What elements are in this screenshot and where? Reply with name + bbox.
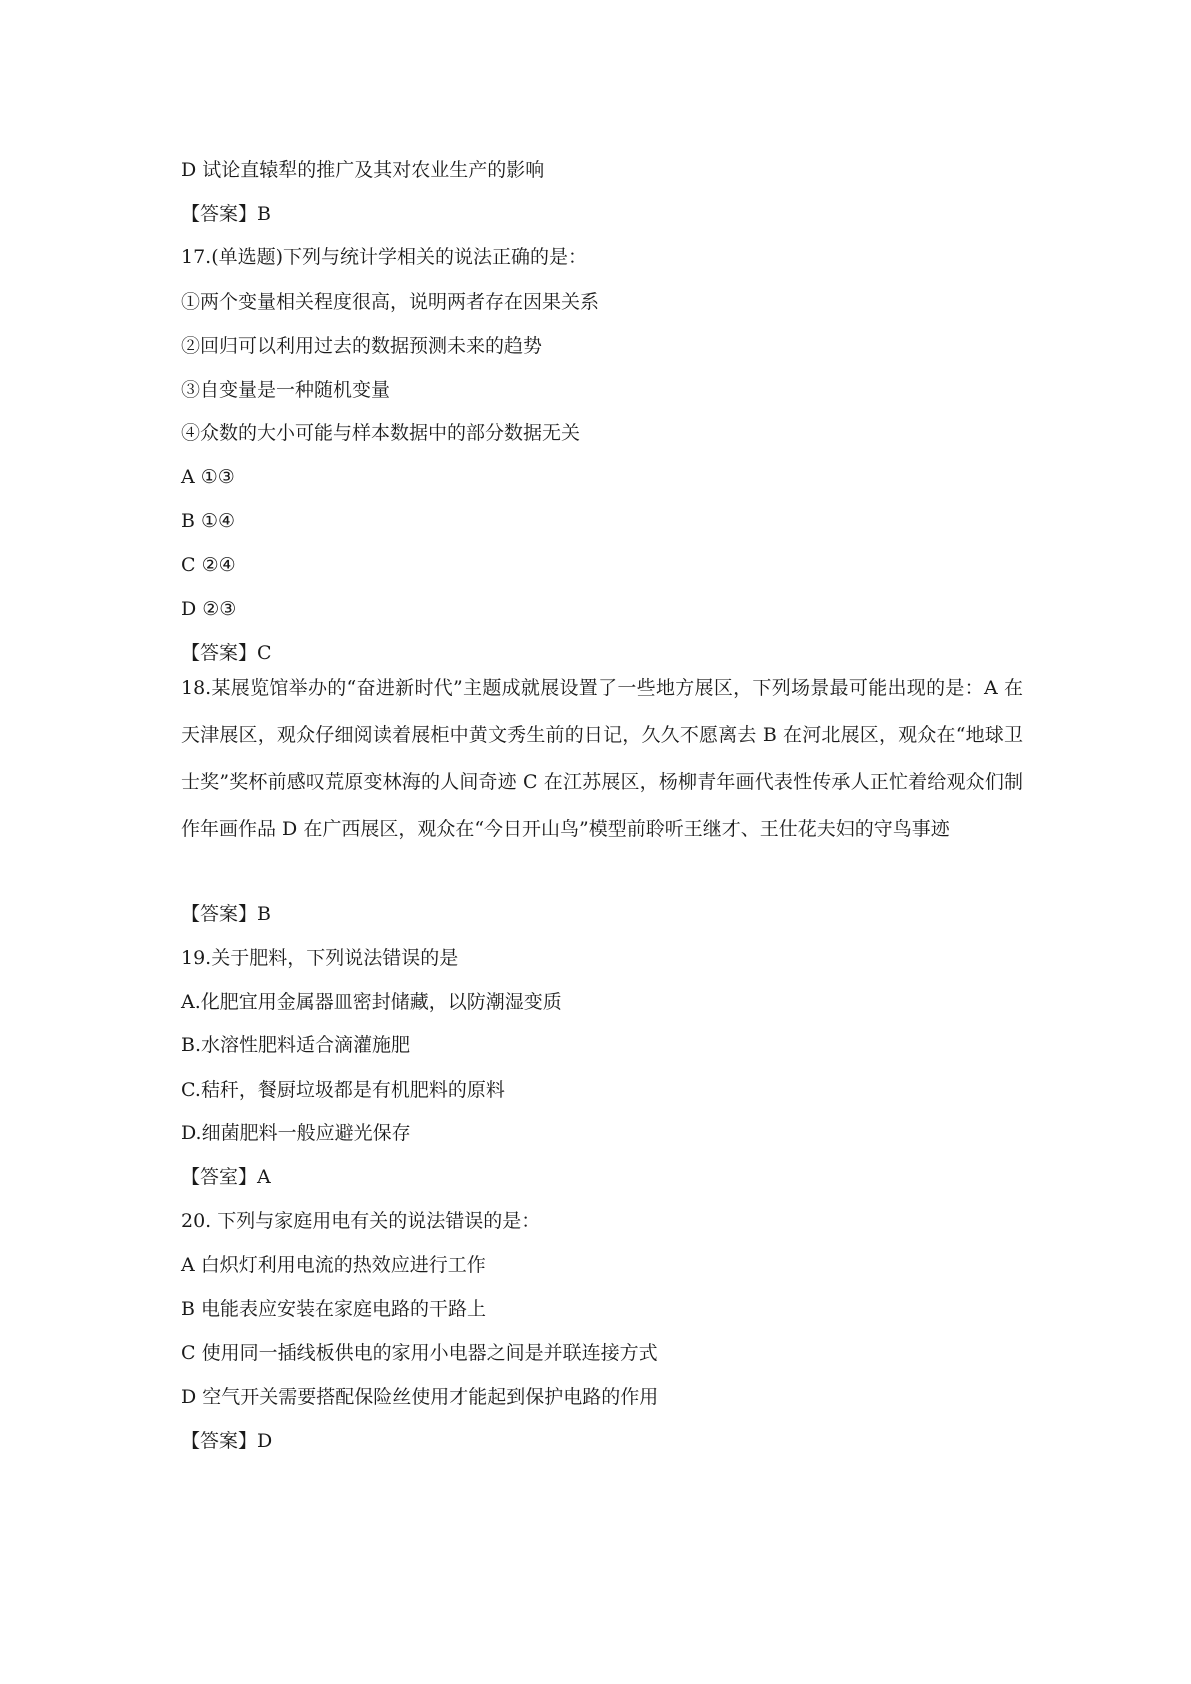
statement-2: ②回归可以利用过去的数据预测未来的趋势	[181, 335, 543, 357]
statement-1: ①两个变量相关程度很高，说明两者存在因果关系	[181, 291, 600, 313]
question-20: 20. 下列与家庭用电有关的说法错误的是：	[181, 1210, 541, 1232]
question-17: 17.(单选题)下列与统计学相关的说法正确的是：	[181, 246, 588, 268]
option-c-q17: C ②④	[181, 554, 236, 576]
answer-q20: 【答案】D	[181, 1430, 273, 1452]
statement-4: ④众数的大小可能与样本数据中的部分数据无关	[181, 422, 581, 444]
option-a-q17: A ①③	[181, 466, 235, 488]
option-b-q20: B 电能表应安装在家庭电路的干路上	[181, 1298, 487, 1320]
question-19: 19.关于肥料，下列说法错误的是	[181, 947, 459, 969]
answer-q16: 【答案】B	[181, 203, 271, 225]
answer-q19: 【答室】A	[181, 1166, 271, 1188]
statement-3: ③自变量是一种随机变量	[181, 379, 391, 401]
option-b-q17: B ①④	[181, 510, 236, 532]
option-a-q20: A 白炽灯利用电流的热效应进行工作	[181, 1254, 486, 1276]
option-d-q20: D 空气开关需要搭配保险丝使用才能起到保护电路的作用	[181, 1386, 659, 1408]
option-b-q19: B.水溶性肥料适合滴灌施肥	[181, 1034, 411, 1056]
question-18: 18.某展览馆举办的“奋进新时代”主题成就展设置了一些地方展区，下列场景最可能出现的是：A 在天津展区，观众仔细阅读着展柜中黄文秀生前的日记，久久不愿离去 B 在河北展区，观众在“地球卫士奖”奖杯前感叹荒原变林海的人间奇迹 C 在江苏展区，杨柳青年画代表性传承人正忙着给观众们制作年画作品 D 在广西展区，观众在“今日开山鸟”模型前聆听王继才、王仕花夫妇的守鸟事迹	[181, 677, 1023, 840]
option-d-q19: D.细菌肥料一般应避光保存	[181, 1122, 411, 1144]
option-c-q20: C 使用同一插线板供电的家用小电器之间是并联连接方式	[181, 1342, 658, 1364]
answer-q18: 【答案】B	[181, 903, 271, 925]
option-c-q19: C.秸秆，餐厨垃圾都是有机肥料的原料	[181, 1079, 505, 1101]
answer-q17: 【答案】C	[181, 642, 272, 664]
option-d-q17: D ②③	[181, 598, 237, 620]
option-a-q19: A.化肥宜用金属器皿密封储藏，以防潮湿变质	[181, 991, 562, 1013]
option-d-q16: D 试论直辕犁的推广及其对农业生产的影响	[181, 159, 545, 181]
